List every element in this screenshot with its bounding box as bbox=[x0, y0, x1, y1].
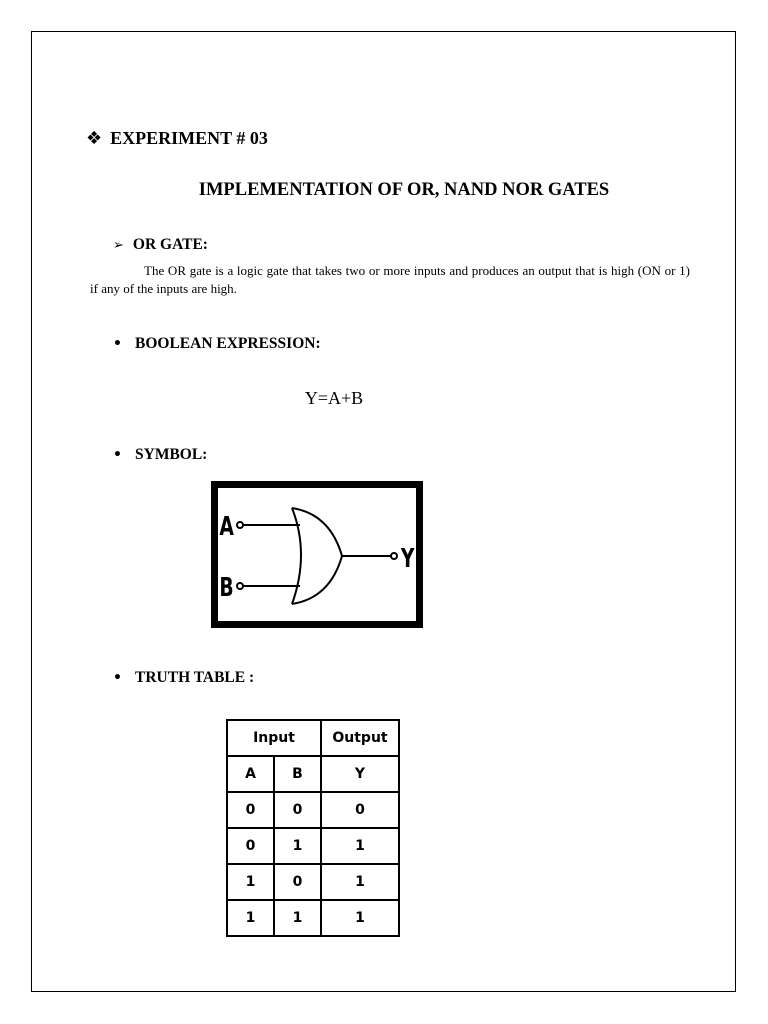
table-row bbox=[227, 792, 399, 828]
or-gate-back-curve bbox=[292, 508, 301, 604]
or-gate-front-curve bbox=[292, 508, 342, 604]
table-row bbox=[227, 900, 399, 936]
table-cell: 1 bbox=[321, 900, 399, 936]
or-gate-heading-label: OR GATE: bbox=[132, 236, 208, 253]
table-cell: 0 bbox=[227, 792, 274, 828]
table-cell: 1 bbox=[227, 900, 274, 936]
or-gate-symbol bbox=[211, 481, 423, 628]
column-header-a: A bbox=[227, 756, 274, 792]
table-row bbox=[227, 828, 399, 864]
input-b-terminal bbox=[237, 583, 243, 589]
experiment-label: EXPERIMENT # 03 bbox=[110, 128, 268, 148]
output-terminal bbox=[391, 553, 397, 559]
table-cell: 0 bbox=[321, 792, 399, 828]
table-cell: 1 bbox=[321, 864, 399, 900]
input-group-header: Input bbox=[227, 720, 321, 756]
diamond-bullet-icon: ❖ bbox=[86, 128, 103, 149]
input-a-label: A bbox=[219, 512, 234, 542]
table-cell: 1 bbox=[227, 864, 274, 900]
or-gate-diagram bbox=[218, 488, 416, 621]
truth-table bbox=[226, 719, 400, 937]
arrow-bullet-icon: ➢ bbox=[113, 238, 124, 253]
experiment-heading bbox=[86, 128, 268, 149]
table-cell: 0 bbox=[227, 828, 274, 864]
table-cell: 0 bbox=[274, 792, 321, 828]
input-a-terminal bbox=[237, 522, 243, 528]
truth-table-heading-label: TRUTH TABLE : bbox=[135, 669, 255, 686]
boolean-expression-heading bbox=[113, 335, 321, 353]
boolean-expression: Y=A+B bbox=[304, 388, 364, 408]
or-gate-description: The OR gate is a logic gate that takes two or more inputs and produces an output that is high (ON or 1) if any of the inputs are high. bbox=[90, 263, 690, 296]
table-cell: 1 bbox=[321, 828, 399, 864]
table-group-header-row bbox=[227, 720, 399, 756]
symbol-heading bbox=[113, 446, 207, 464]
bullet-icon: • bbox=[113, 670, 122, 686]
table-row bbox=[227, 864, 399, 900]
input-b-label: B bbox=[219, 573, 234, 603]
boolean-expression-heading-label: BOOLEAN EXPRESSION: bbox=[135, 335, 321, 352]
symbol-heading-label: SYMBOL: bbox=[135, 446, 208, 463]
truth-table-heading bbox=[113, 669, 254, 687]
table-cell: 1 bbox=[274, 900, 321, 936]
output-label: Y bbox=[400, 544, 415, 574]
bullet-icon: • bbox=[113, 447, 122, 463]
table-cell: 0 bbox=[274, 864, 321, 900]
bullet-icon: • bbox=[113, 336, 122, 352]
page-title: IMPLEMENTATION OF OR, NAND NOR GATES bbox=[198, 180, 610, 200]
column-header-b: B bbox=[274, 756, 321, 792]
output-group-header: Output bbox=[321, 720, 399, 756]
table-column-header-row bbox=[227, 756, 399, 792]
column-header-y: Y bbox=[321, 756, 399, 792]
table-cell: 1 bbox=[274, 828, 321, 864]
or-gate-heading bbox=[113, 236, 208, 254]
